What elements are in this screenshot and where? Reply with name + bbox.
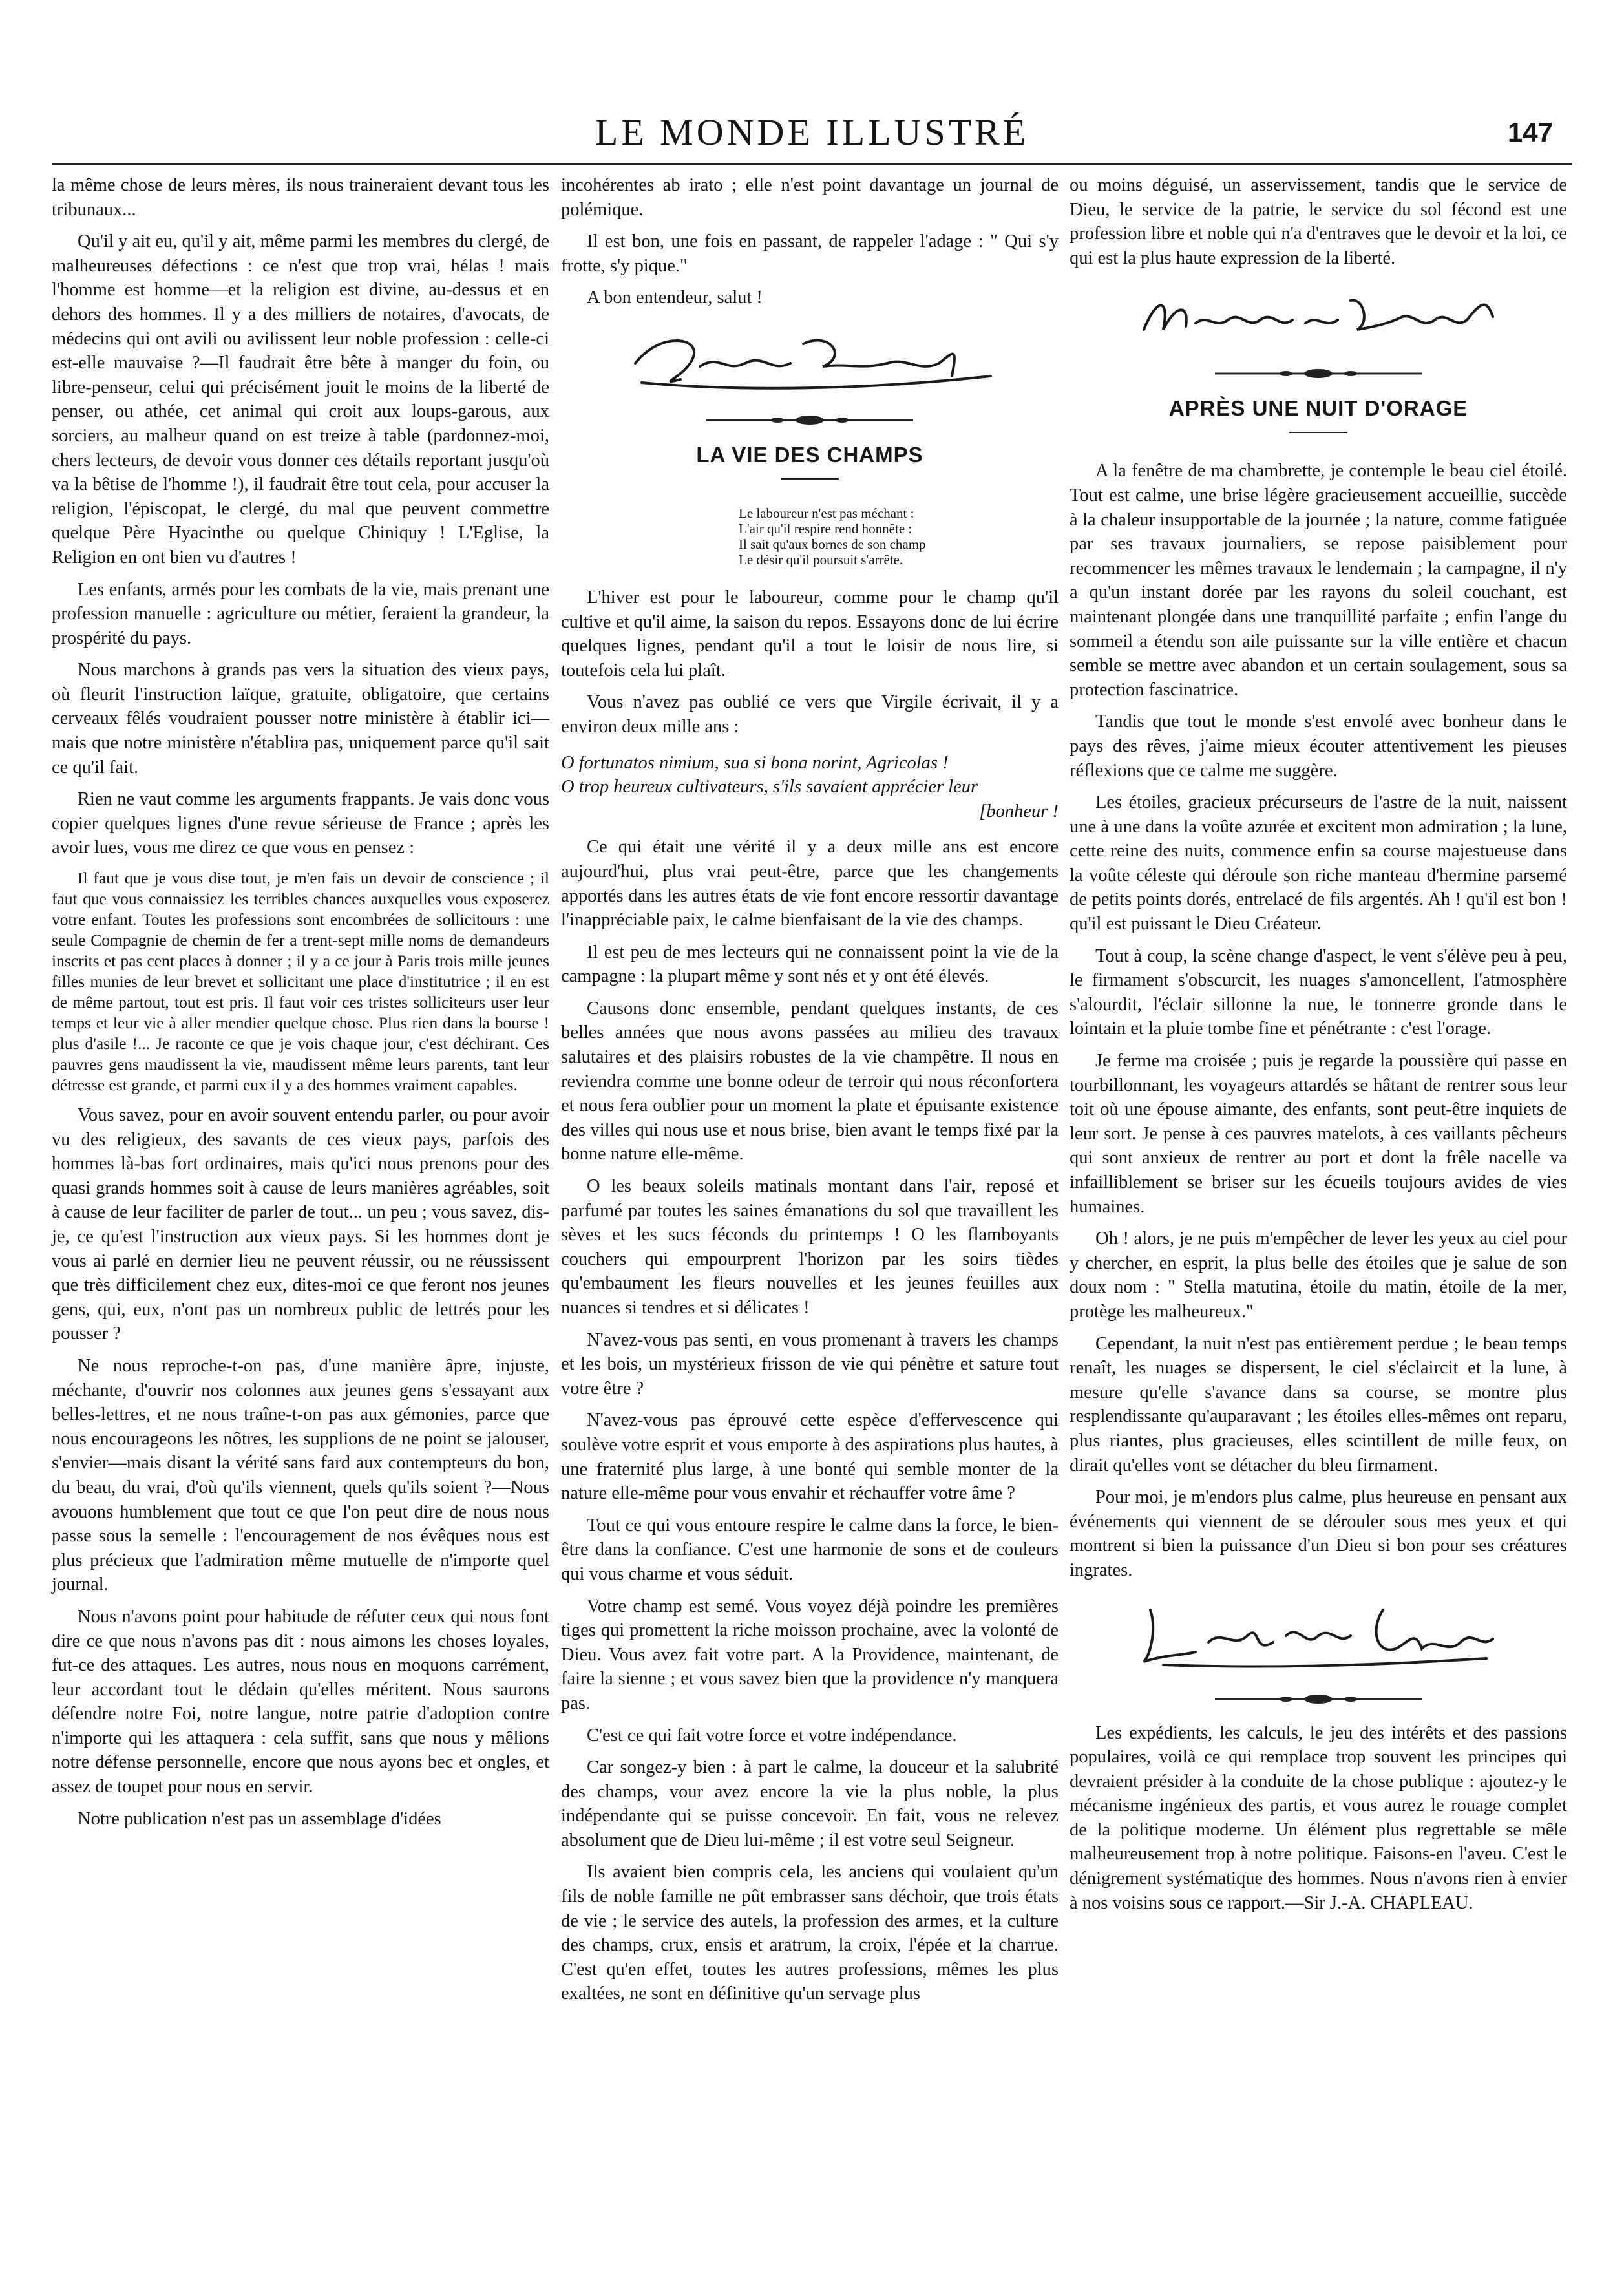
verse-line: [bonheur ! (979, 801, 1059, 821)
paragraph: Ne nous reproche-t-on pas, d'une manière âpre, injuste, méchante, d'ouvrir nos colonnes aux jeunes gens s'essayant aux belles-lettres, et ne nous traîne-t-on pas aux gémonies, parce que nous encourageons les nôtres, les supplions de ne point se jalouser, s'envier—mais disant la vérité sans fard aux contempteurs du bon, du beau, du vrai, d'où qu'ils viennent, quels qu'ils soient ?—Nous avouons humblement que tout ce que l'on peut dire de nous nous passe sous la semelle : l'encouragement de nos évêques nous est plus précieux que l'admiration même mutuelle de n'importe quel journal. (52, 1355, 549, 1595)
paragraph: Tout à coup, la scène change d'aspect, le vent s'élève peu à peu, le firmament s'obscurcit, les nuages s'amoncellent, l'atmosphère s'alourdit, l'éclair sillonne la nue, le tonnerre gronde dans le lointain et la pluie tombe fine et pénétrante : c'est l'orage. (1070, 946, 1567, 1039)
paragraph: Ils avaient bien compris cela, les anciens qui voulaient qu'un fils de noble famille ne pût embrasser sans déchoir, que trois états de vie ; le service des autels, la profession des armes, et la culture des champs, crux, ensis et aratrum, la croix, l'épée et la charrue. C'est qu'en effet, toutes les autres professions, mêmes les plus exaltées, ne sont en définitive qu'un servage plus (561, 1862, 1059, 2004)
signature-firmin-picard (616, 318, 1004, 396)
paragraph: Tout ce qui vous entoure respire le calme dans la force, le bien-être dans la confiance. C'est une harmonie de sons et de couleurs qui vous charme et vous séduit. (561, 1515, 1059, 1584)
paragraph: Cependant, la nuit n'est pas entièrement perdue ; le beau temps renaît, les nuages se dispersent, le ciel s'éclaircit et la lune, à mesure qu'elle s'avance dans sa course, se montre plus resplendissante qu'auparavant ; les étoiles elles-mêmes ont reparu, plus riantes, plus gracieuses, elles scintillent de mille feux, on dirait qu'elles vont se détacher du bleu firmament. (1070, 1333, 1567, 1475)
article-title: LA VIE DES CHAMPS (561, 442, 1059, 480)
ornament-divider (1215, 368, 1422, 379)
paragraph: Il est peu de mes lecteurs qui ne connaissent point la vie de la campagne : la plupart même y sont nés et y ont été élevés. (561, 942, 1059, 987)
column-2 (561, 173, 1059, 2014)
verse-line: O trop heureux cultivateurs, s'ils savaient apprécier leur (561, 777, 978, 798)
paragraph: la même chose de leurs mères, ils nous traineraient devant tous les tribunaux... (52, 175, 549, 220)
epigraph (739, 505, 1059, 567)
paragraph: Car songez-y bien : à part le calme, la douceur et la salubrité des champs, vour avez encore la vie la plus noble, la plus indépendante qui se puisse concevoir. En fait, vous ne relevez absolument que de Dieu lui-même ; il est votre seul Seigneur. (561, 1757, 1059, 1850)
paragraph: Pour moi, je m'endors plus calme, plus heureuse en pensant aux événements qui viennent de se dérouler sous mes yeux et qui montrent si bien la puissance d'un Dieu si bon pour ses créatures ingrates. (1070, 1487, 1567, 1580)
paragraph: ou moins déguisé, un asservissement, tandis que le service de Dieu, le service de la patrie, le service du sol fécond est une profession libre et noble qui n'a d'entraves que le devoir et la loi, ce qui est la plus haute expression de la liberté. (1070, 175, 1567, 268)
ornament-divider (706, 415, 913, 425)
ornament-divider (1215, 1694, 1422, 1704)
paragraph: Votre champ est semé. Vous voyez déjà poindre les premières tiges qui promettent la riche moisson prochaine, avec la volonté de Dieu. Vous avez fait votre part. A la Providence, maintenant, de faire la sienne ; et vous savez bien que la providence n'y manquera pas. (561, 1596, 1059, 1713)
paragraph: Il est bon, une fois en passant, de rappeler l'adage : " Qui s'y frotte, s'y pique." (561, 231, 1059, 276)
paragraph: Notre publication n'est pas un assemblage d'idées (78, 1808, 441, 1829)
signature-napoleon-legendre (1118, 278, 1519, 349)
column-3 (1070, 173, 1567, 1923)
epigraph-line: Il sait qu'aux bornes de son champ (739, 536, 926, 552)
paragraph: O les beaux soleils matinals montant dans l'air, reposé et parfumé par toutes les saines émanations du sol que travaillent les sèves et les sucs féconds du printemps ! O les flamboyants couchers qui empourprent l'horizon par les soirs tièdes qu'embaument les fleurs nouvelles et les jeunes feuilles aux nuances si tendres et si délicates ! (561, 1176, 1059, 1318)
masthead (52, 103, 1572, 162)
epigraph-line: Le désir qu'il poursuit s'arrête. (739, 551, 903, 567)
paragraph: Vous savez, pour en avoir souvent entendu parler, ou pour avoir vu des religieux, des savants de ces vieux pays, parfois des hommes là-bas fort ordinaires, mais qu'ici nous prenons pour des quasi grands hommes soit à cause de leurs manières agréables, soit à cause de leur faciliter de parler de tout... un peu ; vous savez, dis-je, ce qu'est l'instruction aux vieux pays. Si les hommes dont je vous ai parlé en dernier lieu ne peuvent réussir, ou ne réussissent que très difficilement chez eux, dites-moi ce que feront nos jeunes gens, qui, eux, n'ont pas un nombreux public de lettrés pour les pousser ? (52, 1105, 549, 1344)
page-number: 147 (1507, 117, 1553, 147)
paragraph: Ce qui était une vérité il y a deux mille ans est encore aujourd'hui, plus vrai peut-être, parce que les changements apportés dans les autres états de vie font encore ressortir davantage l'inappréciable paix, le calme bienfaisant de la vie des champs. (561, 837, 1059, 931)
paragraph: Qu'il y ait eu, qu'il y ait, même parmi les membres du clergé, de malheureuses défections : ce n'est que trop vrai, hélas ! mais l'homme est homme—et la religion est divine, au-dessus et en dehors des hommes. Il y a des milliers de notaires, d'avocats, de médecins qui ont avili ou avilissent leur noble profession : celle-ci est-elle mauvaise ?—Il faudrait être bête à manger du foin, ou libre-penseur, celui qui précisément jouit le moins de la liberté de penser, ou athée, cet animal qui croit aux loups-garous, aux sorciers, au malheur quand on est treize à table (pardonnez-moi, chers lecteurs, de devoir vous donner ces détails reportant jusqu'où va la bêtise de l'homme !), il faudrait être tout cela, pour accuser la religion, l'épiscopat, le clergé, du mal que peuvent commettre quelque Père Hyacinthe ou quelque Chiniquy ! L'Eglise, la Religion en ont bien vu d'autres ! (52, 231, 549, 567)
paragraph: N'avez-vous pas senti, en vous promenant à travers les champs et les bois, un mystérieux frisson de vie qui pénètre et sature tout votre être ? (561, 1329, 1059, 1399)
paragraph: Rien ne vaut comme les arguments frappants. Je vais donc vous copier quelques lignes d'une revue sérieuse de France ; après les avoir lues, vous me direz ce que vous en pensez : (52, 789, 549, 858)
newspaper-title: LE MONDE ILLUSTRÉ (595, 111, 1029, 153)
paragraph: N'avez-vous pas éprouvé cette espèce d'effervescence qui soulève votre esprit et vous emporte à des aspirations plus hautes, à une fraternité plus large, à une bonté qui semble monter de la nature elle-même pour vous envahir et réchauffer votre âme ? (561, 1410, 1059, 1504)
signature-vallee (1124, 1591, 1512, 1675)
paragraph: C'est ce qui fait votre force et votre indépendance. (587, 1725, 957, 1746)
paragraph: Les expédients, les calculs, le jeu des intérêts et des passions populaires, voilà ce qui remplace trop souvent les principes qui devraient présider à la conduite de la chose publique : ajoutez-y le mécanisme ingénieux des partis, et vous aurez le rouage complet de la politique moderne. Un élément plus regrettable se mêle malheureusement trop à notre politique. Faisons-en l'aveu. C'est le dénigrement systématique des hommes. Nous n'avons rien à envier à nos voisins sous ce rapport.—Sir J.-A. CHAPLEAU. (1070, 1722, 1567, 1913)
article-title: APRÈS UNE NUIT D'ORAGE (1070, 396, 1567, 433)
paragraph: Oh ! alors, je ne puis m'empêcher de lever les yeux au ciel pour y chercher, en esprit, la plus belle des étoiles que je salue de son doux nom : " Stella matutina, étoile du matin, étoile de la mer, protège les malheureux." (1070, 1229, 1567, 1322)
paragraph: A la fenêtre de ma chambrette, je contemple le beau ciel étoilé. Tout est calme, une brise légère gracieusement accueillie, succède à la chaleur insupportable de la journée ; la nature, comme fatiguée par ses travaux journaliers, se repose paisiblement pour recommencer les mêmes travaux le lendemain ; la campagne, il n'y a qu'un instant dorée par les rayons du soleil couchant, est maintenant plongée dans une tranquillité parfaite ; enfin l'ange du sommeil a étendu son aile puissante sur la ville entière et chacun semble se mettre avec abandon et un certain soulagement, sous sa protection fascinatrice. (1070, 461, 1567, 700)
paragraph: Les enfants, armés pour les combats de la vie, mais prenant une profession manuelle : agriculture ou métier, feraient la grandeur, la prospérité du pays. (52, 579, 549, 648)
paragraph: L'hiver est pour le laboureur, comme pour le champ qu'il cultive et qu'il aime, la saison du repos. Essayons donc de lui écrire quelques lignes, pendant qu'il a tout le loisir de nous lire, si toutefois cela lui plaît. (561, 587, 1059, 681)
paragraph: Causons donc ensemble, pendant quelques instants, de ces belles années que nous avons passées au milieu des travaux salutaires et des plaisirs robustes de la vie champêtre. Il nous en reviendra comme une bonne odeur de terroir qui nous réconfortera et nous fera oublier pour un moment la plate et épuisante existence des villes qui nous use et nous brise, bien avant le temps fixé par la bonne nature elle-même. (561, 998, 1059, 1165)
epigraph-line: Le laboureur n'est pas méchant : (739, 505, 914, 521)
epigraph-line: L'air qu'il respire rend honnête : (739, 520, 912, 536)
header-rule (52, 163, 1572, 165)
paragraph: Nous marchons à grands pas vers la situation des vieux pays, où fleurit l'instruction laïque, gratuite, obligatoire, que certains cerveaux fêlés voudraient pousser notre ministère à établir ici—mais que notre ministère n'établira pas, uniquement parce qu'il sait ce qu'il fait. (52, 660, 549, 777)
paragraph: Je ferme ma croisée ; puis je regarde la poussière qui passe en tourbillonnant, les voyageurs attardés se hâtant de rentrer sous leur toit où une épouse aimante, des enfants, sont peut-être inquiets de leur sort. Je pense à ces pauvres matelots, à ces vaillants pêcheurs qui sont anxieux de rentrer au port et dont la frêle nacelle va infailliblement se briser sur les écueils toujours avides de vies humaines. (1070, 1051, 1567, 1217)
paragraph: Tandis que tout le monde s'est envolé avec bonheur dans le pays des rêves, j'aime mieux écouter attentivement les pieuses réflexions que ce calme me suggère. (1070, 712, 1567, 781)
paragraph: A bon entendeur, salut ! (587, 288, 763, 308)
quoted-paragraph: Il faut que je vous dise tout, je m'en fais un devoir de conscience ; il faut que vous connaissiez les terribles chances auxquelles vous exposerez votre enfant. Toutes les professions sont encombrées de sollicitours : une seule Compagnie de chemin de fer a trent-sept mille noms de demandeurs inscrits et pas cent places à donner ; il y a ce jour à Paris trois mille jeunes filles munies de leur brevet et sollicitant une place d'institutrice ; il en est de même partout, tout est pris. Il faut voir ces tristes solliciteurs user leur temps et leur vie à aller mendier quelque chose. Plus rien dans la bourse ! plus d'asile !... Je raconte ce que je vois chaque jour, c'est déchirant. Ces pauvres gens maudissent la vie, maudissent même leurs parents, tant leur détresse est grande, et parmi eux il y a des hommes vraiment capables. (52, 869, 549, 1095)
paragraph: Les étoiles, gracieux précurseurs de l'astre de la nuit, naissent une à une dans la voûte azurée et excitent mon admiration ; la lune, cette reine des nuits, commence enfin sa course majestueuse dans la voûte céleste qui déroule son riche manteau d'hermine parsemé de petits points dorés, entrelacé de fils argentés. Ah ! qu'il est bon ! qu'il est puissant le Dieu Créateur. (1070, 792, 1567, 935)
paragraph: incohérentes ab irato ; elle n'est point davantage un journal de polémique. (561, 175, 1059, 220)
latin-verse (561, 751, 1059, 824)
column-1 (52, 173, 549, 1839)
paragraph: Nous n'avons point pour habitude de réfuter ceux qui nous font dire ce que nous n'avons pas dit : nous aimons les choses loyales, fut-ce des attaques. Les autres, nous nous en moquons carrément, leur accordant tout le dédain qu'elles méritent. Nous saurons défendre notre Foi, notre langue, notre patrie d'adoption contre n'importe qui les attaquera : cela suffit, sans que nous y mêlions notre défense personnelle, encore que nous ayons bec et ongles, et assez de toupet pour nous en servir. (52, 1606, 549, 1797)
paragraph: Vous n'avez pas oublié ce vers que Virgile écrivait, il y a environ deux mille ans : (561, 692, 1059, 737)
verse-line: O fortunatos nimium, sua si bona norint, Agricolas ! (561, 752, 949, 773)
